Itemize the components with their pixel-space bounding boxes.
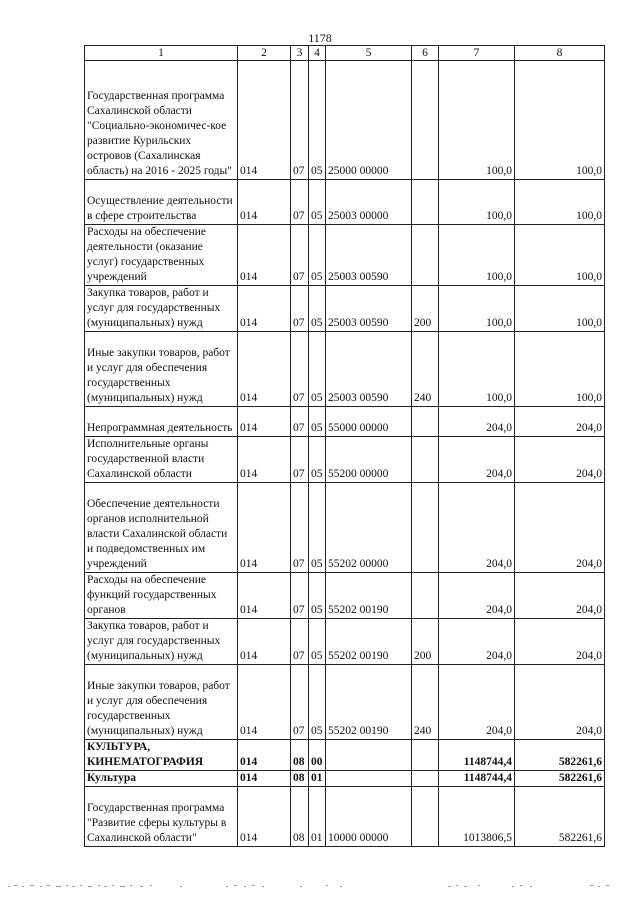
admin-code-cell: 014 (238, 61, 291, 180)
table-row (85, 771, 605, 787)
admin-code-cell: 014 (238, 407, 291, 437)
section-cell: 07 (291, 483, 309, 573)
expense-type-cell (412, 573, 439, 619)
amount-cell: 204,0 (439, 573, 515, 619)
subsection-cell: 05 (309, 483, 326, 573)
column-header: 1 (85, 46, 238, 61)
amount-cell: 204,0 (515, 483, 605, 573)
admin-code-cell: 014 (238, 332, 291, 407)
amount-cell: 100,0 (439, 332, 515, 407)
target-article-cell: 55000 00000 (326, 407, 412, 437)
row-name-cell: КУЛЬТУРА, КИНЕМАТОГРАФИЯ (85, 740, 238, 771)
admin-code-cell: 014 (238, 771, 291, 787)
subsection-cell: 05 (309, 407, 326, 437)
section-cell: 07 (291, 407, 309, 437)
table-row (85, 180, 605, 225)
section-cell: 08 (291, 771, 309, 787)
subsection-cell: 01 (309, 787, 326, 847)
admin-code-cell: 014 (238, 483, 291, 573)
expense-type-cell (412, 407, 439, 437)
amount-cell: 204,0 (439, 619, 515, 665)
amount-cell: 204,0 (515, 407, 605, 437)
admin-code-cell: 014 (238, 787, 291, 847)
table-row (85, 573, 605, 619)
section-cell: 07 (291, 332, 309, 407)
expense-type-cell (412, 225, 439, 286)
expense-type-cell (412, 61, 439, 180)
table-row (85, 286, 605, 332)
expense-type-cell: 240 (412, 665, 439, 740)
table-row (85, 332, 605, 407)
table-row (85, 787, 605, 847)
amount-cell: 100,0 (515, 286, 605, 332)
amount-cell: 204,0 (515, 437, 605, 483)
amount-cell: 204,0 (439, 665, 515, 740)
admin-code-cell: 014 (238, 619, 291, 665)
amount-cell: 582261,6 (515, 771, 605, 787)
expense-type-cell (412, 787, 439, 847)
table-row (85, 483, 605, 573)
admin-code-cell: 014 (238, 180, 291, 225)
amount-cell: 204,0 (439, 437, 515, 483)
admin-code-cell: 014 (238, 286, 291, 332)
row-name-cell: Закупка товаров, работ и услуг для государственных (муниципальных) нужд (85, 286, 238, 332)
row-name-cell: Иные закупки товаров, работ и услуг для обеспечения государственных (муниципальных) нужд (85, 332, 238, 407)
target-article-cell: 55202 00190 (326, 573, 412, 619)
section-cell: 07 (291, 225, 309, 286)
target-article-cell: 25003 00590 (326, 332, 412, 407)
amount-cell: 1148744,4 (439, 740, 515, 771)
table-row (85, 225, 605, 286)
section-cell: 08 (291, 740, 309, 771)
subsection-cell: 05 (309, 665, 326, 740)
row-name-cell: Расходы на обеспечение функций государственных органов (85, 573, 238, 619)
section-cell: 07 (291, 573, 309, 619)
table-row (85, 665, 605, 740)
expense-type-cell (412, 180, 439, 225)
column-header: 3 (291, 46, 309, 61)
amount-cell: 204,0 (515, 665, 605, 740)
row-name-cell: Исполнительные органы государственной власти Сахалинской области (85, 437, 238, 483)
table-row (85, 619, 605, 665)
scan-noise (0, 880, 640, 892)
target-article-cell: 10000 00000 (326, 787, 412, 847)
target-article-cell (326, 771, 412, 787)
column-header: 4 (309, 46, 326, 61)
target-article-cell: 55202 00190 (326, 619, 412, 665)
subsection-cell: 05 (309, 286, 326, 332)
subsection-cell: 05 (309, 573, 326, 619)
amount-cell: 100,0 (439, 286, 515, 332)
row-name-cell: Государственная программа "Развитие сферы культуры в Сахалинской области" (85, 787, 238, 847)
expense-type-cell (412, 740, 439, 771)
column-header: 8 (515, 46, 605, 61)
column-header: 2 (238, 46, 291, 61)
amount-cell: 100,0 (439, 180, 515, 225)
subsection-cell: 05 (309, 61, 326, 180)
target-article-cell: 25003 00590 (326, 225, 412, 286)
target-article-cell (326, 740, 412, 771)
target-article-cell: 25003 00590 (326, 286, 412, 332)
section-cell: 07 (291, 437, 309, 483)
subsection-cell: 05 (309, 619, 326, 665)
table-header-row (85, 46, 605, 61)
amount-cell: 100,0 (439, 225, 515, 286)
amount-cell: 582261,6 (515, 787, 605, 847)
row-name-cell: Закупка товаров, работ и услуг для государственных (муниципальных) нужд (85, 619, 238, 665)
amount-cell: 100,0 (515, 225, 605, 286)
target-article-cell: 55202 00190 (326, 665, 412, 740)
amount-cell: 204,0 (515, 619, 605, 665)
target-article-cell: 25003 00000 (326, 180, 412, 225)
row-name-cell: Культура (85, 771, 238, 787)
amount-cell: 100,0 (439, 61, 515, 180)
target-article-cell: 55202 00000 (326, 483, 412, 573)
page-number: 1178 (308, 31, 332, 45)
column-header: 7 (439, 46, 515, 61)
amount-cell: 1148744,4 (439, 771, 515, 787)
admin-code-cell: 014 (238, 437, 291, 483)
amount-cell: 204,0 (515, 573, 605, 619)
table-row (85, 740, 605, 771)
table-row (85, 407, 605, 437)
expense-type-cell (412, 771, 439, 787)
amount-cell: 1013806,5 (439, 787, 515, 847)
admin-code-cell: 014 (238, 665, 291, 740)
expense-type-cell: 200 (412, 619, 439, 665)
amount-cell: 204,0 (439, 483, 515, 573)
table-row (85, 61, 605, 180)
expense-type-cell (412, 483, 439, 573)
target-article-cell: 25000 00000 (326, 61, 412, 180)
subsection-cell: 00 (309, 740, 326, 771)
admin-code-cell: 014 (238, 225, 291, 286)
table-row (85, 437, 605, 483)
row-name-cell: Осуществление деятельности в сфере строительства (85, 180, 238, 225)
expense-type-cell: 200 (412, 286, 439, 332)
row-name-cell: Обеспечение деятельности органов исполнительной власти Сахалинской области и подведомственных им учреждений (85, 483, 238, 573)
row-name-cell: Государственная программа Сахалинской области "Социально-экономичес-кое развитие Курильских островов (Сахалинская область) на 2016 - 2025 годы" (85, 61, 238, 180)
target-article-cell: 55200 00000 (326, 437, 412, 483)
column-header: 5 (326, 46, 412, 61)
admin-code-cell: 014 (238, 573, 291, 619)
expense-type-cell: 240 (412, 332, 439, 407)
section-cell: 07 (291, 665, 309, 740)
row-name-cell: Иные закупки товаров, работ и услуг для обеспечения государственных (муниципальных) нужд (85, 665, 238, 740)
row-name-cell: Расходы на обеспечение деятельности (оказание услуг) государственных учреждений (85, 225, 238, 286)
amount-cell: 204,0 (439, 407, 515, 437)
section-cell: 07 (291, 180, 309, 225)
amount-cell: 100,0 (515, 332, 605, 407)
subsection-cell: 05 (309, 180, 326, 225)
row-name-cell: Непрограммная деятельность (85, 407, 238, 437)
subsection-cell: 01 (309, 771, 326, 787)
amount-cell: 582261,6 (515, 740, 605, 771)
amount-cell: 100,0 (515, 61, 605, 180)
expense-type-cell (412, 437, 439, 483)
section-cell: 08 (291, 787, 309, 847)
column-header: 6 (412, 46, 439, 61)
admin-code-cell: 014 (238, 740, 291, 771)
section-cell: 07 (291, 61, 309, 180)
section-cell: 07 (291, 619, 309, 665)
subsection-cell: 05 (309, 225, 326, 286)
budget-table (84, 45, 605, 847)
subsection-cell: 05 (309, 332, 326, 407)
section-cell: 07 (291, 286, 309, 332)
subsection-cell: 05 (309, 437, 326, 483)
amount-cell: 100,0 (515, 180, 605, 225)
